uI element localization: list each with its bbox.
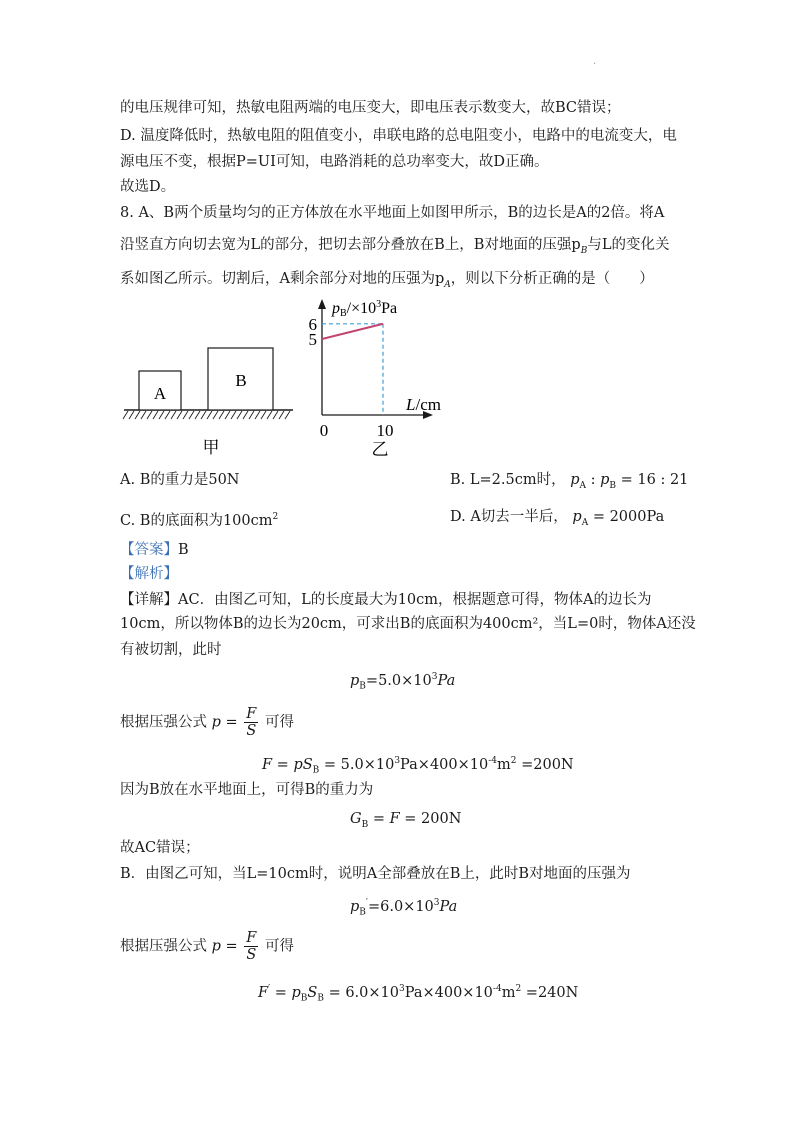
formula-tail: 可得 [264, 714, 294, 731]
hatch-mark [285, 411, 290, 419]
formula-intro: 根据压强公式 [120, 938, 207, 955]
tick-label-0: 0 [319, 421, 329, 440]
hatch-mark [165, 411, 170, 419]
option-b: B. L=2.5cm时， $p_A$ : $p_B = 16$ : 21 [450, 472, 689, 491]
hatch-mark [153, 411, 158, 419]
hatch-mark [231, 411, 236, 419]
pressure-chart [309, 299, 441, 440]
hatch-mark [249, 411, 254, 419]
detail-text: AC．由图乙可知，L的长度最大为10cm，根据题意可得，物体A的边长为 [178, 592, 652, 608]
equation-2: $F = pS_B = 5.0\times 10^3Pa\times 400\times 10^{-4}m^2 =200N$ [262, 756, 574, 776]
hatch-mark [123, 411, 128, 419]
header-mark: . [593, 56, 597, 67]
figure-diagram [110, 295, 460, 465]
hatch-mark [171, 411, 176, 419]
detail-line [120, 590, 652, 610]
question-line: 沿竖直方向切去宽为L的部分，把切去部分叠放在B上，B对地面的压强$p_B$与L的变化关 [120, 237, 670, 256]
question-text: 与L的变化关 [587, 237, 670, 253]
detail-tag: 【详解】 [120, 592, 178, 608]
hatch-mark [201, 411, 206, 419]
detail-line: B．由图乙可知，当L=10cm时，说明A全部叠放在B上，此时B对地面的压强为 [120, 866, 631, 882]
hatch-mark [195, 411, 200, 419]
pressure-fraction: $\frac{F}{S}$ [246, 706, 257, 739]
hatch-mark [129, 411, 134, 419]
detail-line: 有被切割，此时 [120, 642, 222, 658]
formula-line: 根据压强公式 p = $\frac{F}{S}$ 可得 [120, 930, 294, 963]
formula-line: 根据压强公式 p = $\frac{F}{S}$ 可得 [120, 706, 294, 739]
hatch-mark [273, 411, 278, 419]
y-axis-arrow [318, 299, 326, 309]
analysis-line [120, 564, 178, 584]
hatch-mark [219, 411, 224, 419]
option-c [120, 507, 278, 531]
formula-intro: 根据压强公式 [120, 714, 207, 731]
question-line: 8. A、B两个质量均匀的正方体放在水平地面上如图甲所示，B的边长是A的2倍。将A [120, 205, 665, 221]
question-text: ，则以下分析正确的是（ ） [450, 271, 654, 287]
equation-5: $F' = p_BS_B = 6.0\times 10^3Pa\times 400\times 10^{-4}m^2 =240N$ [258, 984, 579, 1004]
equation-1: $p_B=5.0\times 10^3Pa$ [350, 672, 456, 692]
caption-left: 甲 [202, 438, 220, 457]
hatch-mark [141, 411, 146, 419]
detail-line: 故AC错误； [120, 840, 200, 856]
tick-label-10: 10 [376, 421, 394, 440]
hatch-mark [207, 411, 212, 419]
option-b-value: p [570, 472, 580, 488]
hatch-mark [135, 411, 140, 419]
analysis-tag: 【解析】 [120, 566, 178, 582]
text-line: D. 温度降低时，热敏电阻的阻值变小，串联电路的总电阻变小，电路中的电流变大，电 [120, 128, 677, 144]
option-a: A. B的重力是50N [120, 472, 240, 488]
block-b-label: B [235, 371, 247, 390]
hatch-mark [225, 411, 230, 419]
x-axis-label: L/cm [406, 395, 441, 414]
hatch-mark [189, 411, 194, 419]
answer-value: B [178, 542, 189, 558]
hatch-mark [183, 411, 188, 419]
text-line: 源电压不变，根据P=UI可知，电路消耗的总功率变大，故D正确。 [120, 154, 549, 170]
text-line: 故选D。 [120, 179, 176, 195]
data-line [322, 324, 383, 339]
detail-line: 10cm，所以物体B的边长为20cm，可求出B的底面积为400cm²，当L=0时，物体A还没 [120, 616, 696, 632]
hatch-mark [279, 411, 284, 419]
tick-label-5: 5 [308, 330, 317, 349]
y-axis-label: $pB/\times 10^3Pa$ [332, 299, 398, 319]
option-b-prefix: B. L=2.5cm时， [450, 472, 566, 488]
hatch-mark [237, 411, 242, 419]
hatch-mark [261, 411, 266, 419]
hatch-mark [243, 411, 248, 419]
tick-label-6: 6 [308, 314, 317, 334]
option-d-value: p [572, 509, 582, 525]
question-text: 系如图乙所示。切割后，A剩余部分对地的压强为p [120, 271, 445, 287]
hatch-mark [255, 411, 260, 419]
text-line: 的电压规律可知，热敏电阻两端的电压变大，即电压表示数变大，故BC错误； [120, 100, 621, 116]
formula-tail: 可得 [264, 938, 294, 955]
option-c-prefix: C. B的底面积为 [120, 512, 223, 529]
answer-line [120, 540, 189, 560]
pressure-fraction: $\frac{F}{S}$ [246, 930, 257, 963]
hatch-mark [147, 411, 152, 419]
hatch-mark [177, 411, 182, 419]
hatch-mark [159, 411, 164, 419]
ground-hatching [123, 411, 290, 419]
question-text: 沿竖直方向切去宽为L的部分，把切去部分叠放在B上，B对地面的压强p [120, 237, 581, 253]
option-c-value: $100cm^2$ [222, 512, 279, 529]
answer-tag: 【答案】 [120, 542, 178, 558]
detail-line: 因为B放在水平地面上，可得B的重力为 [120, 782, 374, 798]
option-d: D. A切去一半后， $p_A = 2000Pa$ [450, 509, 665, 528]
caption-right: 乙 [371, 440, 389, 459]
question-line: 系如图乙所示。切割后，A剩余部分对地的压强为$p_A$，则以下分析正确的是（ ） [120, 271, 654, 290]
block-a-label: A [153, 384, 167, 403]
equation-4: $p_B'=6.0\times 10^3Pa$ [350, 898, 458, 918]
hatch-mark [267, 411, 272, 419]
option-d-prefix: D. A切去一半后， [450, 509, 568, 525]
equation-3: $G_B = F = 200N$ [350, 811, 462, 830]
hatch-mark [213, 411, 218, 419]
